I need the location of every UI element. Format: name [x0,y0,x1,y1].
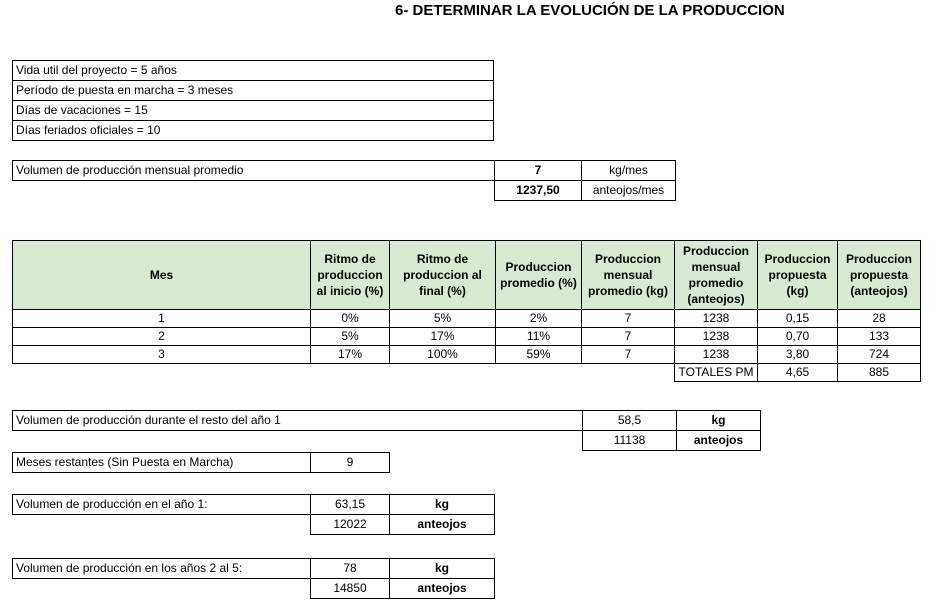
table-cell[interactable]: 2% [496,310,582,328]
anios2a5-anteojos-value[interactable]: 14850 [310,578,390,599]
resto-anio1-anteojos-value[interactable]: 11138 [582,430,677,451]
table-cell[interactable]: 3,80 [758,346,838,364]
volumen-mensual-anteojos-value[interactable]: 1237,50 [494,180,582,201]
header-mensual-anteojos[interactable]: Produccion mensual promedio (anteojos) [675,241,758,310]
resto-anio1-kg-value[interactable]: 58,5 [582,410,677,431]
table-cell[interactable]: 133 [838,328,921,346]
empty-cell [311,364,390,382]
produccion-table [12,240,921,382]
header-produccion-promedio[interactable]: Produccion promedio (%) [496,241,582,310]
totals-anteojos[interactable]: 885 [838,364,921,382]
resto-anio1-anteojos-unit[interactable]: anteojos [676,430,761,451]
table-row [13,328,921,346]
table-cell[interactable]: 59% [496,346,582,364]
meses-restantes-value[interactable]: 9 [310,452,390,473]
table-cell[interactable]: 5% [311,328,390,346]
table-cell[interactable]: 724 [838,346,921,364]
table-cell[interactable]: 28 [838,310,921,328]
header-ritmo-final[interactable]: Ritmo de produccion al final (%) [390,241,496,310]
resto-anio1-kg-unit[interactable]: kg [676,410,761,431]
table-cell[interactable]: 7 [582,310,675,328]
table-cell[interactable]: 1238 [675,346,758,364]
header-propuesta-anteojos[interactable]: Produccion propuesta (anteojos) [838,241,921,310]
table-cell[interactable]: 1238 [675,310,758,328]
param-vida-util[interactable]: Vida util del proyecto = 5 años [12,60,494,81]
table-cell[interactable]: 0% [311,310,390,328]
volumen-mensual-anteojos-unit[interactable]: anteojos/mes [581,180,676,201]
table-cell[interactable]: 3 [13,346,311,364]
header-mensual-kg[interactable]: Produccion mensual promedio (kg) [582,241,675,310]
header-ritmo-inicio[interactable]: Ritmo de produccion al inicio (%) [311,241,390,310]
anio1-label[interactable]: Volumen de producción en el año 1: [12,494,311,515]
anio1-anteojos-unit[interactable]: anteojos [389,514,495,535]
totals-label[interactable]: TOTALES PM [675,364,758,382]
resto-anio1-label[interactable]: Volumen de producción durante el resto del año 1 [12,410,583,431]
table-cell[interactable]: 1238 [675,328,758,346]
table-cell[interactable]: 17% [311,346,390,364]
table-row [13,346,921,364]
volumen-mensual-kg-unit[interactable]: kg/mes [581,160,676,181]
table-cell[interactable]: 11% [496,328,582,346]
empty-cell [582,364,675,382]
table-header-row [13,241,921,310]
param-puesta-en-marcha[interactable]: Período de puesta en marcha = 3 meses [12,80,494,101]
empty-cell [13,364,311,382]
page-title: 6- DETERMINAR LA EVOLUCIÓN DE LA PRODUCCION [395,2,785,19]
table-cell[interactable]: 7 [582,346,675,364]
header-propuesta-kg[interactable]: Produccion propuesta (kg) [758,241,838,310]
volumen-mensual-label[interactable]: Volumen de producción mensual promedio [12,160,495,181]
anio1-anteojos-value[interactable]: 12022 [310,514,390,535]
anios2a5-label[interactable]: Volumen de producción en los años 2 al 5: [12,558,311,579]
table-cell[interactable]: 0,15 [758,310,838,328]
table-cell[interactable]: 5% [390,310,496,328]
param-feriados[interactable]: Días feriados oficiales = 10 [12,120,494,141]
table-row [13,310,921,328]
table-cell[interactable]: 7 [582,328,675,346]
table-cell[interactable]: 0,70 [758,328,838,346]
empty-cell [496,364,582,382]
anios2a5-anteojos-unit[interactable]: anteojos [389,578,495,599]
anio1-kg-unit[interactable]: kg [389,494,495,515]
param-vacaciones[interactable]: Días de vacaciones = 15 [12,100,494,121]
anios2a5-kg-unit[interactable]: kg [389,558,495,579]
table-cell[interactable]: 2 [13,328,311,346]
anio1-kg-value[interactable]: 63,15 [310,494,390,515]
empty-cell [390,364,496,382]
totals-kg[interactable]: 4,65 [758,364,838,382]
table-cell[interactable]: 1 [13,310,311,328]
meses-restantes-label[interactable]: Meses restantes (Sin Puesta en Marcha) [12,452,311,473]
header-mes[interactable]: Mes [13,241,311,310]
table-cell[interactable]: 100% [390,346,496,364]
volumen-mensual-kg-value[interactable]: 7 [494,160,582,181]
table-cell[interactable]: 17% [390,328,496,346]
anios2a5-kg-value[interactable]: 78 [310,558,390,579]
totals-row [13,364,921,382]
